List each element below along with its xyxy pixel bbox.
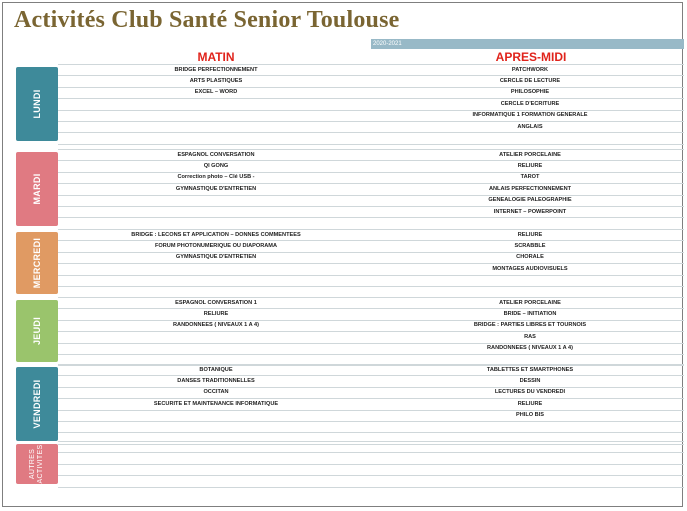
row-divider (58, 365, 684, 366)
row-divider (58, 387, 684, 388)
afternoon-activity: RANDONNEES ( NIVEAUX 1 A 4) (487, 345, 573, 352)
row-divider (58, 132, 684, 133)
morning-activity: ARTS PLASTIQUES (189, 77, 243, 84)
afternoon-activity: PHILOSOPHIE (510, 89, 550, 96)
row-divider (58, 87, 684, 88)
afternoon-activity: BRIDE – INITIATION (503, 310, 557, 317)
header-morning: MATIN (197, 50, 235, 64)
year-label: 2020-2021 (373, 41, 402, 47)
morning-activity: DANSES TRADITIONNELLES (177, 377, 255, 384)
morning-activity: BOTANIQUE (199, 366, 233, 373)
page-title: Activités Club Santé Senior Toulouse (14, 7, 400, 33)
afternoon-activity: ATELIER PORCELAINE (499, 299, 561, 306)
row-divider (58, 172, 684, 173)
day-tab-mercredi (16, 232, 58, 294)
row-divider (58, 297, 684, 298)
afternoon-activity: CERCLE DE LECTURE (499, 77, 561, 84)
day-tab-mardi (16, 152, 58, 226)
row-divider (58, 320, 684, 321)
row-divider (58, 149, 684, 150)
afternoon-activity: GENEALOGIE PALEOGRAPHIE (488, 197, 572, 204)
row-divider (58, 364, 684, 365)
afternoon-activity: PATCHWORK (511, 66, 549, 73)
row-divider (58, 375, 684, 376)
row-divider (58, 444, 684, 445)
morning-activity: GYMNASTIQUE D'ENTRETIEN (175, 185, 257, 192)
morning-activity: Correction photo – Clé USB - (177, 174, 255, 181)
morning-activity: FORUM PHOTONUMERIQUE OU DIAPORAMA (154, 242, 278, 249)
morning-activity: SECURITE ET MAINTENANCE INFORMATIQUE (153, 400, 279, 407)
day-label: AUTRES ACTIVITES (29, 444, 44, 484)
row-divider (58, 286, 684, 287)
row-divider (58, 441, 684, 442)
row-divider (58, 263, 684, 264)
header-afternoon: APRES-MIDI (495, 50, 567, 64)
day-label: JEUDI (32, 317, 42, 346)
morning-activity: ESPAGNOL CONVERSATION (177, 151, 255, 158)
afternoon-activity: INFORMATIQUE 1 FORMATION GENERALE (472, 112, 588, 119)
afternoon-activity: RELIURE (517, 400, 543, 407)
row-divider (58, 308, 684, 309)
morning-activity: QI GONG (203, 162, 229, 169)
afternoon-activity: MONTAGES AUDIOVISUELS (492, 265, 568, 272)
morning-activity: GYMNASTIQUE D'ENTRETIEN (175, 254, 257, 261)
morning-activity: EXCEL – WORD (194, 89, 238, 96)
morning-activity: OCCITAN (203, 389, 229, 396)
schedule-sheet (2, 2, 683, 507)
row-divider (58, 160, 684, 161)
afternoon-activity: DESSIN (519, 377, 541, 384)
row-divider (58, 421, 684, 422)
afternoon-activity: CHORALE (516, 254, 544, 261)
row-divider (58, 398, 684, 399)
morning-activity: BRIDGE : LECONS ET APPLICATION – DONNES COMMENTEES (131, 231, 301, 238)
afternoon-activity: TABLETTES ET SMARTPHONES (486, 366, 574, 373)
row-divider (58, 98, 684, 99)
day-label: MERCREDI (32, 237, 42, 289)
afternoon-activity: BRIDGE : PARTIES LIBRES ET TOURNOIS (473, 322, 587, 329)
afternoon-activity: RELIURE (517, 162, 543, 169)
row-divider (58, 432, 684, 433)
afternoon-activity: PHILO BIS (516, 412, 544, 419)
row-divider (58, 331, 684, 332)
row-divider (58, 475, 684, 476)
row-divider (58, 75, 684, 76)
afternoon-activity: RELIURE (517, 231, 543, 238)
row-divider (58, 240, 684, 241)
morning-activity: BRIDGE PERFECTIONNEMENT (174, 66, 258, 73)
day-tab-jeudi (16, 300, 58, 362)
morning-activity: RELIURE (203, 310, 229, 317)
afternoon-activity: RAS (524, 333, 536, 340)
row-divider (58, 343, 684, 344)
year-bar (371, 39, 684, 49)
afternoon-activity: ANLAIS PERFECTIONNEMENT (488, 185, 572, 192)
row-divider (58, 144, 684, 145)
day-label: LUNDI (32, 89, 42, 119)
day-label: MARDI (32, 173, 42, 205)
afternoon-activity: INTERNET – POWERPOINT (493, 208, 567, 215)
row-divider (58, 464, 684, 465)
afternoon-activity: ANGLAIS (517, 123, 543, 130)
day-label: VENDREDI (32, 379, 42, 429)
row-divider (58, 110, 684, 111)
row-divider (58, 217, 684, 218)
morning-activity: ESPAGNOL CONVERSATION 1 (175, 299, 257, 306)
row-divider (58, 195, 684, 196)
row-divider (58, 410, 684, 411)
afternoon-activity: ATELIER PORCELAINE (499, 151, 561, 158)
row-divider (58, 206, 684, 207)
day-tab-lundi (16, 67, 58, 141)
row-divider (58, 183, 684, 184)
afternoon-activity: CERCLE D'ECRITURE (500, 100, 560, 107)
row-divider (58, 275, 684, 276)
afternoon-activity: SCRABBLE (514, 242, 546, 249)
morning-activity: RANDONNEES ( NIVEAUX 1 A 4) (173, 322, 259, 329)
row-divider (58, 487, 684, 488)
row-divider (58, 452, 684, 453)
afternoon-activity: TAROT (520, 174, 540, 181)
row-divider (58, 121, 684, 122)
day-tab-autres (16, 444, 58, 484)
afternoon-activity: LECTURES DU VENDREDI (494, 389, 566, 396)
row-divider (58, 252, 684, 253)
day-tab-vendredi (16, 367, 58, 441)
row-divider (58, 354, 684, 355)
row-divider (58, 64, 684, 65)
